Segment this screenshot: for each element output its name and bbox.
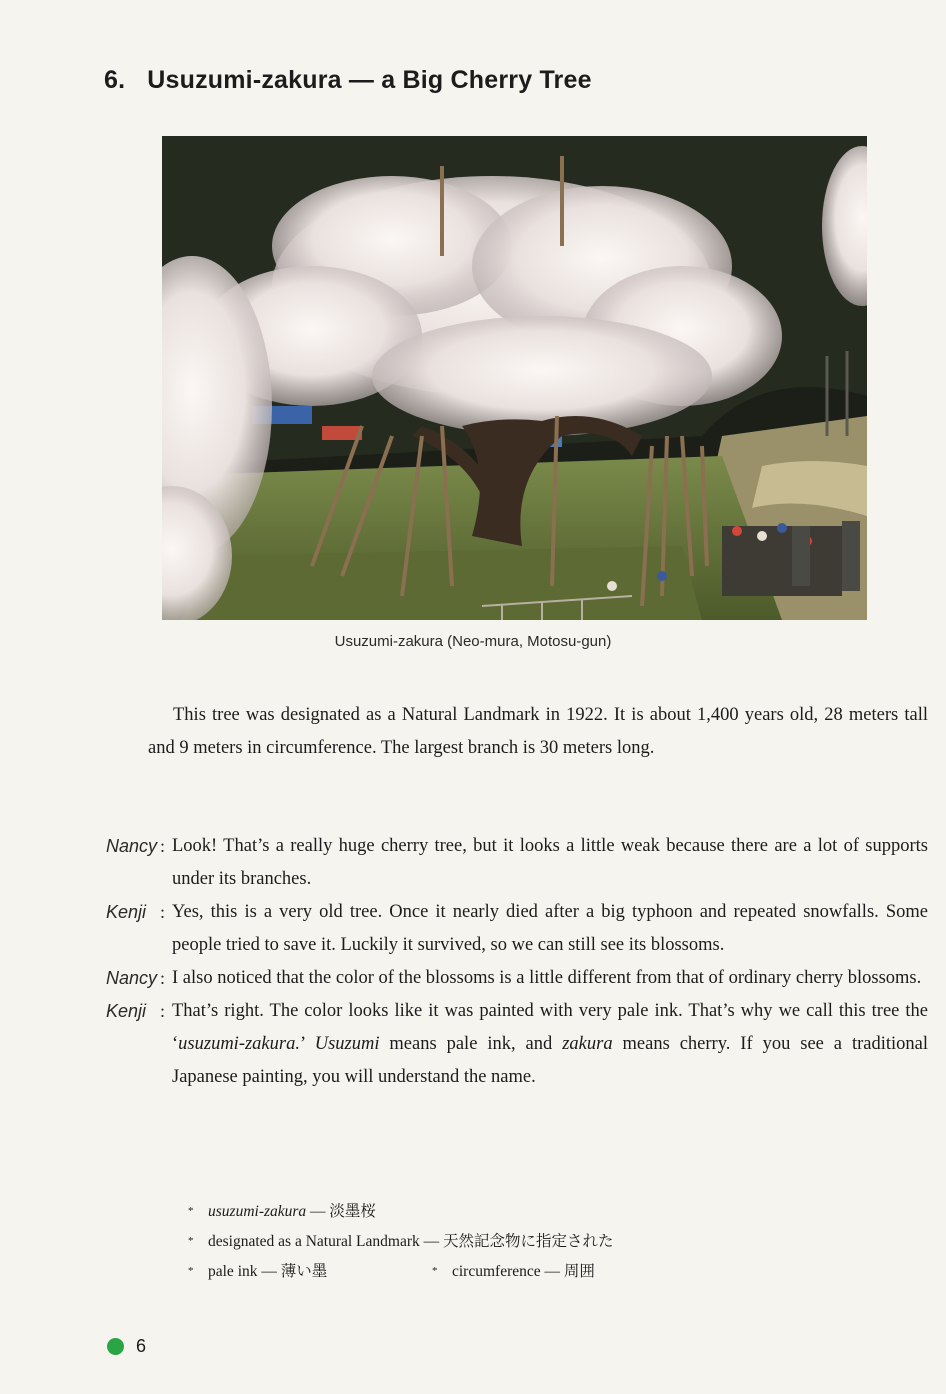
glossary-term: pale ink bbox=[208, 1263, 258, 1280]
glossary-meaning: 天然記念物に指定された bbox=[443, 1233, 614, 1250]
green-dot-icon bbox=[107, 1338, 124, 1355]
glossary-marker: * bbox=[188, 1265, 194, 1277]
glossary-term: designated as a Natural Landmark bbox=[208, 1233, 420, 1250]
speaker-label: Kenji : bbox=[106, 902, 166, 922]
glossary-item: * pale ink — 薄い墨 bbox=[188, 1256, 327, 1287]
glossary-term: usuzumi-zakura bbox=[208, 1203, 307, 1220]
glossary-marker: * bbox=[188, 1205, 194, 1217]
glossary-item: * circumference — 周囲 bbox=[432, 1256, 595, 1287]
dialogue-text: That’s right. The color looks like it was painted with very pale ink. That’s why we call this tree the ‘usuzumi-zakura.’ Usuzumi means pale ink, and zakura means cherry. If you see a traditional Japanese painting, you will understand the name. bbox=[172, 1001, 928, 1087]
dialogue bbox=[106, 830, 928, 1094]
japanese-term: zakura bbox=[562, 1034, 613, 1054]
glossary-item: * designated as a Natural Landmark — 天然記念物に指定された bbox=[188, 1226, 614, 1257]
section-heading bbox=[104, 66, 592, 95]
glossary-meaning: 淡墨桜 bbox=[329, 1203, 376, 1220]
dialogue-text: Look! That’s a really huge cherry tree, but it looks a little weak because there are a lot of supports under its branches. bbox=[172, 836, 928, 889]
dialogue-line bbox=[106, 962, 928, 995]
cherry-tree-photo bbox=[162, 136, 867, 620]
glossary-meaning: 周囲 bbox=[563, 1263, 595, 1280]
japanese-term: Usuzumi bbox=[314, 1034, 380, 1054]
section-number: 6. bbox=[104, 66, 126, 94]
dialogue-line bbox=[106, 995, 928, 1094]
intro-paragraph: This tree was designated as a Natural Landmark in 1922. It is about 1,400 years old, 28 meters tall and 9 meters in circumference. The largest branch is 30 meters long. bbox=[148, 705, 928, 758]
dialogue-line bbox=[106, 896, 928, 962]
speaker-label: Nancy : bbox=[106, 968, 166, 988]
dialogue-line bbox=[106, 830, 928, 896]
section-title: Usuzumi-zakura — a Big Cherry Tree bbox=[147, 66, 592, 94]
photo-caption: Usuzumi-zakura (Neo-mura, Motosu-gun) bbox=[334, 633, 612, 650]
glossary-term: circumference bbox=[452, 1263, 541, 1280]
speaker-label: Nancy : bbox=[106, 836, 166, 856]
page-footer bbox=[107, 1336, 146, 1357]
page-number: 6 bbox=[136, 1336, 147, 1356]
dialogue-text: Yes, this is a very old tree. Once it nearly died after a big typhoon and repeated snowfalls. Some people tried to save it. Luckily it survived, so we can still see its blossoms. bbox=[172, 902, 928, 955]
glossary-meaning: 薄い墨 bbox=[280, 1263, 328, 1280]
japanese-term: usuzumi-zakura. bbox=[178, 1034, 300, 1054]
glossary-marker: * bbox=[432, 1265, 438, 1277]
dialogue-text: I also noticed that the color of the blossoms is a little different from that of ordinary cherry blossoms. bbox=[172, 968, 922, 988]
speaker-label: Kenji : bbox=[106, 1001, 166, 1021]
glossary-item: * usuzumi-zakura — 淡墨桜 bbox=[188, 1196, 376, 1227]
glossary-marker: * bbox=[188, 1235, 194, 1247]
